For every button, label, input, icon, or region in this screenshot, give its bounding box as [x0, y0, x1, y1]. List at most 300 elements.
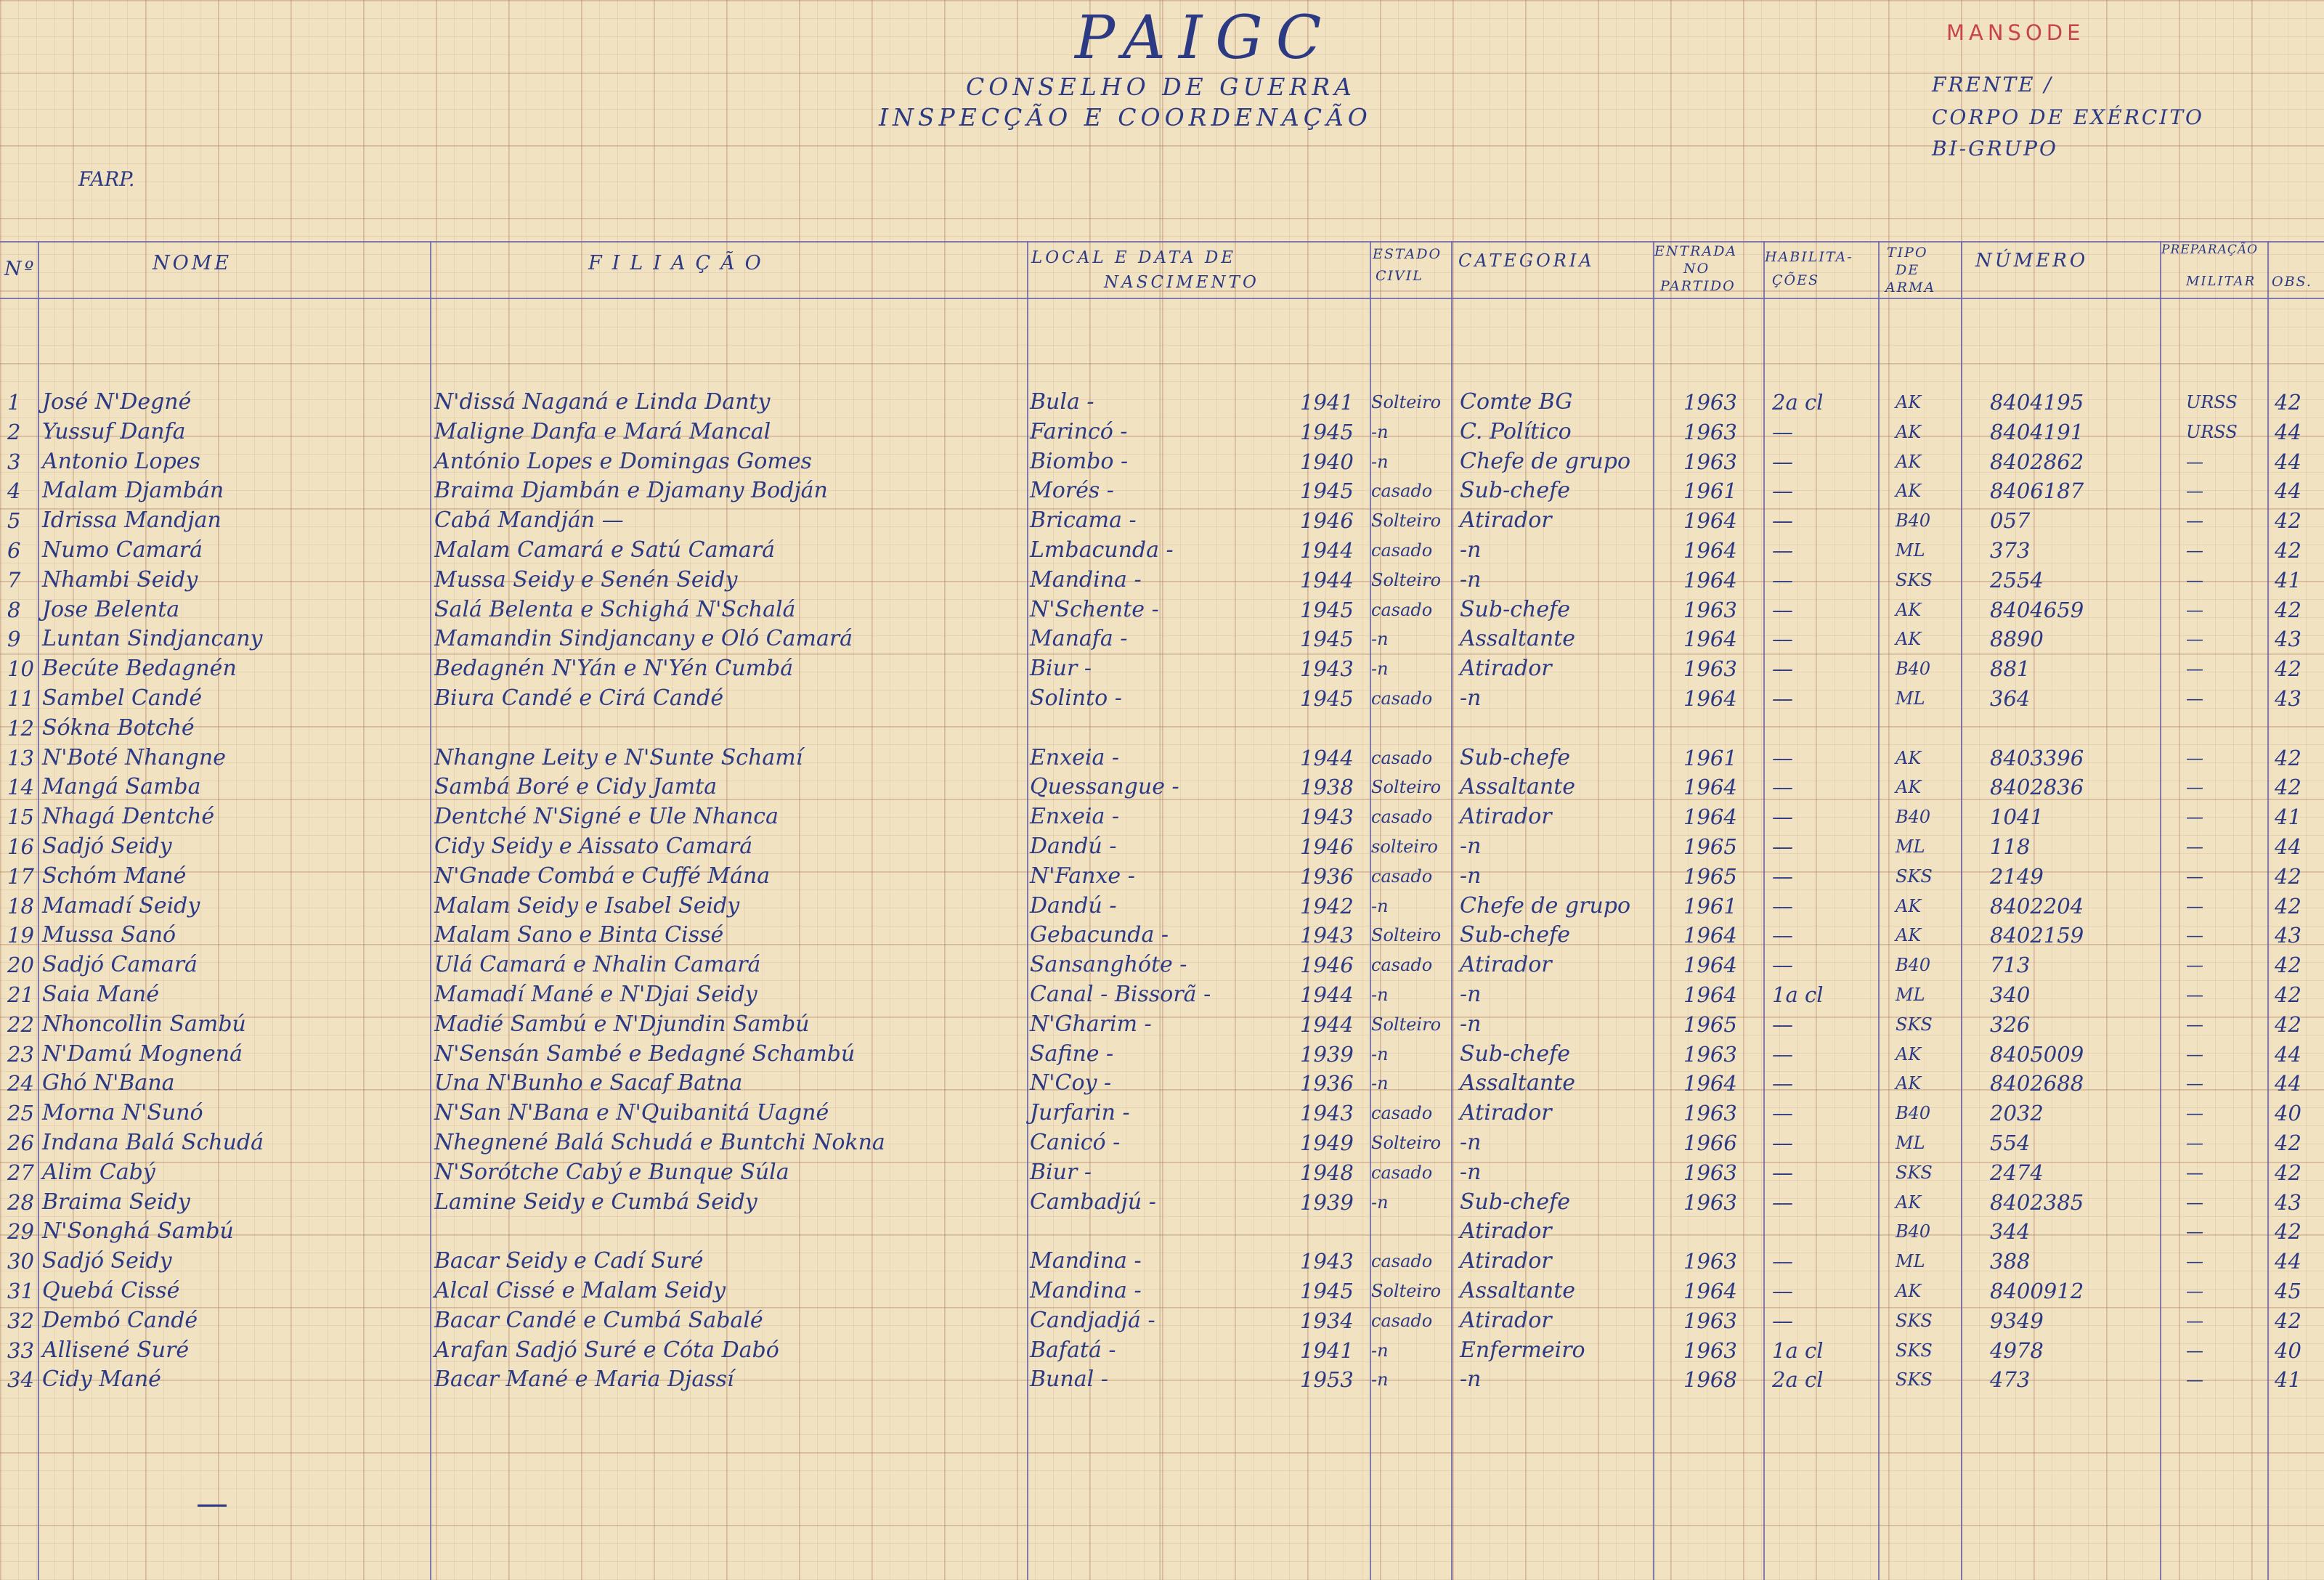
row-local: Candjadjá - [1030, 1307, 1155, 1333]
row-number: 33 [7, 1337, 34, 1363]
row-ano: 1945 [1300, 479, 1354, 504]
row-filiacao: N'San N'Bana e N'Quibanitá Uagné [434, 1100, 829, 1126]
row-numero: 713 [1990, 953, 2031, 978]
row-numero: 8402836 [1990, 775, 2084, 800]
row-habilitacoes: — [1772, 567, 1793, 592]
row-arma: B40 [1896, 1103, 1931, 1124]
row-estado: casado [1371, 599, 1433, 620]
row-entrada: 1964 [1683, 775, 1737, 800]
row-numero: 326 [1990, 1011, 2031, 1037]
row-numero: 373 [1990, 538, 2031, 563]
row-number: 20 [7, 953, 34, 978]
row-obs: 42 [2275, 390, 2301, 415]
row-ano: 1949 [1300, 1131, 1354, 1155]
row-obs: 42 [2275, 863, 2301, 889]
row-categoria: -n [1460, 834, 1482, 859]
row-nome: Ghó N'Bana [42, 1070, 175, 1096]
col-rule [1878, 241, 1880, 1580]
row-preparacao: — [2186, 807, 2203, 828]
row-obs: 42 [2275, 953, 2301, 978]
row-preparacao: — [2186, 569, 2203, 590]
row-number: 6 [7, 538, 21, 563]
row-numero: 118 [1990, 834, 2031, 859]
row-local: N'Fanxe - [1030, 863, 1135, 889]
row-categoria: Assaltante [1460, 774, 1576, 800]
row-habilitacoes: — [1772, 1189, 1793, 1215]
row-obs: 42 [2275, 982, 2301, 1007]
row-habilitacoes: — [1772, 923, 1793, 948]
row-number: 34 [7, 1367, 34, 1393]
row-categoria: -n [1460, 982, 1482, 1007]
row-numero: 8404191 [1990, 419, 2084, 444]
row-ano: 1946 [1300, 834, 1354, 859]
row-number: 30 [7, 1249, 34, 1274]
row-ano: 1945 [1300, 686, 1354, 711]
row-obs: 42 [2275, 508, 2301, 534]
row-entrada: 1961 [1683, 893, 1737, 919]
row-obs: 41 [2275, 805, 2301, 830]
row-habilitacoes: — [1772, 1279, 1793, 1303]
row-estado: casado [1371, 1251, 1433, 1272]
row-arma: SKS [1896, 866, 1933, 887]
row-categoria: Sub-chefe [1460, 1189, 1570, 1215]
row-local: Canal - Bissorã - [1030, 982, 1211, 1007]
row-habilitacoes: 1a cl [1772, 1337, 1824, 1363]
row-local: Dandú - [1030, 892, 1117, 919]
row-arma: AK [1896, 1073, 1922, 1094]
row-habilitacoes: — [1772, 627, 1793, 652]
row-filiacao: Biura Candé e Cirá Candé [434, 685, 724, 711]
row-arma: ML [1896, 688, 1925, 709]
row-nome: Quebá Cissé [42, 1278, 180, 1303]
row-numero: 8404195 [1990, 390, 2084, 415]
row-numero: 057 [1990, 508, 2031, 534]
row-obs: 41 [2275, 567, 2301, 592]
row-habilitacoes: — [1772, 538, 1793, 563]
row-arma: AK [1896, 481, 1922, 502]
row-number: 29 [7, 1219, 34, 1245]
row-estado: solteiro [1371, 836, 1438, 857]
row-preparacao: URSS [2186, 421, 2238, 442]
row-local: Jurfarin - [1030, 1100, 1130, 1126]
col-header-tipo-2: DE [1896, 262, 1920, 278]
row-obs: 42 [2275, 656, 2301, 682]
row-estado: -n [1371, 1192, 1389, 1213]
row-arma: ML [1896, 540, 1925, 561]
row-numero: 554 [1990, 1131, 2031, 1155]
row-filiacao: N'dissá Naganá e Linda Danty [434, 389, 771, 415]
row-numero: 2474 [1990, 1160, 2044, 1185]
col-header-local-2: NASCIMENTO [1104, 273, 1259, 292]
row-ano: 1936 [1300, 863, 1354, 889]
row-number: 11 [7, 686, 34, 711]
table-header-rule [0, 298, 2324, 299]
row-habilitacoes: — [1772, 1160, 1793, 1185]
col-header-entrada-2: NO [1683, 261, 1710, 277]
row-number: 31 [7, 1279, 34, 1303]
row-filiacao: Arafan Sadjó Suré e Cóta Dabó [434, 1337, 779, 1363]
row-local: Lmbacunda - [1030, 537, 1174, 563]
row-entrada: 1964 [1683, 953, 1737, 978]
row-categoria: Assaltante [1460, 626, 1576, 652]
row-entrada: 1963 [1683, 1101, 1737, 1126]
row-categoria: Enfermeiro [1460, 1337, 1585, 1363]
row-estado: casado [1371, 1103, 1433, 1124]
row-entrada: 1963 [1683, 597, 1737, 622]
row-estado: casado [1371, 481, 1433, 502]
row-obs: 42 [2275, 1219, 2301, 1245]
row-estado: casado [1371, 540, 1433, 561]
row-filiacao: Bacar Candé e Cumbá Sabalé [434, 1307, 763, 1333]
row-categoria: C. Político [1460, 418, 1572, 444]
row-entrada: 1963 [1683, 390, 1737, 415]
row-numero: 8890 [1990, 627, 2044, 652]
row-arma: SKS [1896, 1162, 1933, 1183]
row-nome: Morna N'Sunó [42, 1100, 203, 1126]
row-ano: 1939 [1300, 1041, 1354, 1067]
row-number: 2 [7, 419, 21, 444]
row-arma: AK [1896, 1192, 1922, 1213]
col-header-preparacao-1: PREPARAÇÃO [2161, 243, 2259, 257]
row-ano: 1943 [1300, 923, 1354, 948]
row-numero: 2554 [1990, 567, 2044, 592]
row-habilitacoes: 2a cl [1772, 390, 1824, 415]
row-nome: Luntan Sindjancany [42, 626, 263, 652]
row-arma: AK [1896, 451, 1922, 472]
row-habilitacoes: — [1772, 1131, 1793, 1155]
row-habilitacoes: — [1772, 479, 1793, 504]
row-nome: Idrissa Mandjan [42, 508, 222, 534]
row-filiacao: António Lopes e Domingas Gomes [434, 448, 812, 474]
row-categoria: Assaltante [1460, 1070, 1576, 1096]
row-habilitacoes: — [1772, 1101, 1793, 1126]
row-filiacao: Malam Sano e Binta Cissé [434, 922, 724, 948]
row-ano: 1944 [1300, 538, 1354, 563]
row-ano: 1953 [1300, 1367, 1354, 1393]
row-entrada: 1963 [1683, 1337, 1737, 1363]
row-filiacao: Ulá Camará e Nhalin Camará [434, 952, 761, 978]
row-ano: 1943 [1300, 1101, 1354, 1126]
row-nome: N'Songhá Sambú [42, 1218, 234, 1245]
row-number: 4 [7, 479, 21, 504]
col-header-entrada-3: PARTIDO [1660, 278, 1736, 294]
row-ano: 1943 [1300, 805, 1354, 830]
row-entrada: 1964 [1683, 627, 1737, 652]
row-filiacao: Bacar Seidy e Cadí Suré [434, 1248, 704, 1274]
row-nome: Sambel Candé [42, 685, 203, 711]
row-preparacao: — [2186, 777, 2203, 798]
row-habilitacoes: — [1772, 419, 1793, 444]
row-estado: casado [1371, 688, 1433, 709]
row-entrada: 1963 [1683, 449, 1737, 474]
row-entrada: 1964 [1683, 982, 1737, 1007]
row-estado: casado [1371, 955, 1433, 976]
row-preparacao: — [2186, 955, 2203, 976]
row-habilitacoes: — [1772, 597, 1793, 622]
row-entrada: 1964 [1683, 538, 1737, 563]
col-header-estado-1: ESTADO [1373, 246, 1442, 262]
row-numero: 388 [1990, 1249, 2031, 1274]
row-local: Sansanghóte - [1030, 952, 1187, 978]
row-number: 15 [7, 805, 34, 830]
row-estado: -n [1371, 421, 1389, 442]
row-nome: Mangá Samba [42, 774, 201, 800]
row-categoria: Sub-chefe [1460, 596, 1570, 622]
row-ano: 1944 [1300, 567, 1354, 592]
row-nome: Nhagá Dentché [42, 804, 215, 830]
row-number: 1 [7, 390, 21, 415]
row-obs: 43 [2275, 686, 2301, 711]
col-rule [1027, 241, 1028, 1580]
row-ano: 1938 [1300, 775, 1354, 800]
row-categoria: Sub-chefe [1460, 744, 1570, 770]
col-rule [38, 241, 39, 1580]
row-arma: ML [1896, 985, 1925, 1005]
row-entrada: 1964 [1683, 805, 1737, 830]
row-local: Biur - [1030, 656, 1092, 682]
row-preparacao: URSS [2186, 392, 2238, 412]
row-number: 23 [7, 1041, 34, 1067]
row-number: 22 [7, 1011, 34, 1037]
row-categoria: -n [1460, 1159, 1482, 1185]
row-preparacao: — [2186, 1133, 2203, 1153]
row-filiacao: N'Sorótche Cabý e Bunque Súla [434, 1159, 789, 1185]
farp-label: FARP. [78, 168, 135, 191]
row-obs: 43 [2275, 627, 2301, 652]
row-number: 13 [7, 745, 34, 770]
row-ano: 1945 [1300, 627, 1354, 652]
row-numero: 2149 [1990, 863, 2044, 889]
row-number: 32 [7, 1308, 34, 1333]
row-categoria: Atirador [1460, 952, 1552, 978]
row-local: Mandina - [1030, 1278, 1142, 1303]
row-arma: B40 [1896, 510, 1931, 532]
row-preparacao: — [2186, 1281, 2203, 1301]
row-obs: 42 [2275, 745, 2301, 770]
row-entrada: 1963 [1683, 656, 1737, 682]
row-local: Dandú - [1030, 834, 1117, 859]
col-header-preparacao-2: MILITAR [2186, 274, 2256, 289]
row-preparacao: — [2186, 688, 2203, 709]
row-ano: 1945 [1300, 597, 1354, 622]
row-nome: Malam Djambán [42, 478, 224, 504]
row-numero: 4978 [1990, 1337, 2044, 1363]
row-filiacao: Alcal Cissé e Malam Seidy [434, 1278, 726, 1303]
row-habilitacoes: — [1772, 834, 1793, 859]
row-number: 5 [7, 508, 21, 534]
row-filiacao: Mussa Seidy e Senén Seidy [434, 566, 738, 592]
row-ano: 1941 [1300, 390, 1354, 415]
row-entrada: 1964 [1683, 1279, 1737, 1303]
row-habilitacoes: 2a cl [1772, 1367, 1824, 1393]
row-preparacao: — [2186, 925, 2203, 946]
row-habilitacoes: — [1772, 1041, 1793, 1067]
col-header-tipo-1: TIPO [1887, 245, 1928, 261]
row-local: Bula - [1030, 389, 1094, 415]
row-ano: 1944 [1300, 1011, 1354, 1037]
row-local: Morés - [1030, 478, 1114, 504]
row-arma: AK [1896, 421, 1922, 442]
row-numero: 8402204 [1990, 893, 2084, 919]
row-preparacao: — [2186, 1103, 2203, 1124]
document-title: PAIGC [1075, 4, 1335, 73]
row-filiacao: Cabá Mandján — [434, 508, 624, 534]
row-numero: 881 [1990, 656, 2031, 682]
row-number: 9 [7, 627, 21, 652]
row-arma: B40 [1896, 955, 1931, 976]
row-nome: Cidy Mané [42, 1367, 161, 1393]
row-arma: AK [1896, 747, 1922, 768]
row-categoria: -n [1460, 1367, 1482, 1393]
row-numero: 8403396 [1990, 745, 2084, 770]
row-preparacao: — [2186, 1162, 2203, 1183]
row-preparacao: — [2186, 451, 2203, 472]
row-categoria: Chefe de grupo [1460, 448, 1631, 474]
row-estado: Solteiro [1371, 1281, 1442, 1301]
col-rule [430, 241, 431, 1580]
row-obs: 42 [2275, 597, 2301, 622]
row-preparacao: — [2186, 1221, 2203, 1242]
col-rule [1961, 241, 1962, 1580]
row-arma: SKS [1896, 1014, 1933, 1035]
table-top-rule [0, 241, 2324, 243]
row-filiacao: Una N'Bunho e Sacaf Batna [434, 1070, 743, 1096]
row-obs: 40 [2275, 1337, 2301, 1363]
row-numero: 9349 [1990, 1308, 2044, 1333]
row-numero: 8406187 [1990, 479, 2084, 504]
row-number: 7 [7, 567, 21, 592]
row-filiacao: N'Sensán Sambé e Bedagné Schambú [434, 1041, 856, 1067]
row-number: 24 [7, 1071, 34, 1096]
row-nome: Sókna Botché [42, 714, 195, 741]
row-local: Enxeia - [1030, 744, 1120, 770]
row-arma: B40 [1896, 1221, 1931, 1242]
row-arma: AK [1896, 1281, 1922, 1301]
row-habilitacoes: — [1772, 686, 1793, 711]
row-ano: 1941 [1300, 1337, 1354, 1363]
row-estado: -n [1371, 1073, 1389, 1094]
stray-dash [198, 1504, 227, 1507]
row-local: Bafatá - [1030, 1337, 1116, 1363]
row-numero: 8404659 [1990, 597, 2084, 622]
row-local: Mandina - [1030, 566, 1142, 592]
col-header-tipo-3: ARMA [1885, 280, 1936, 296]
row-obs: 43 [2275, 1189, 2301, 1215]
row-arma: SKS [1896, 1369, 1933, 1390]
row-obs: 44 [2275, 834, 2301, 859]
row-estado: -n [1371, 985, 1389, 1005]
row-habilitacoes: — [1772, 805, 1793, 830]
row-arma: ML [1896, 1251, 1925, 1272]
row-estado: -n [1371, 659, 1389, 680]
row-habilitacoes: — [1772, 953, 1793, 978]
col-header-entrada-1: ENTRADA [1654, 243, 1738, 259]
row-arma: AK [1896, 1043, 1922, 1064]
row-estado: Solteiro [1371, 1014, 1442, 1035]
row-numero: 8402688 [1990, 1071, 2084, 1096]
row-ano: 1943 [1300, 1249, 1354, 1274]
row-number: 26 [7, 1131, 34, 1155]
row-number: 19 [7, 923, 34, 948]
row-local: N'Gharim - [1030, 1011, 1152, 1037]
row-filiacao: Nhegnené Balá Schudá e Buntchi Nokna [434, 1130, 885, 1155]
row-filiacao: Madié Sambú e N'Djundin Sambú [434, 1011, 810, 1037]
row-categoria: -n [1460, 1011, 1482, 1037]
row-number: 17 [7, 863, 34, 889]
row-categoria: Atirador [1460, 1248, 1552, 1274]
col-header-habilitacoes-1: HABILITA- [1765, 249, 1853, 265]
row-local: Farincó - [1030, 418, 1128, 444]
row-habilitacoes: 1a cl [1772, 982, 1824, 1007]
row-habilitacoes: — [1772, 1249, 1793, 1274]
row-filiacao: Dentché N'Signé e Ule Nhanca [434, 804, 779, 830]
row-preparacao: — [2186, 1340, 2203, 1361]
row-local: Manafa - [1030, 626, 1128, 652]
row-numero: 340 [1990, 982, 2031, 1007]
row-nome: Saia Mané [42, 982, 160, 1007]
row-categoria: Assaltante [1460, 1278, 1576, 1303]
row-ano: 1944 [1300, 745, 1354, 770]
row-nome: Sadjó Camará [42, 952, 198, 978]
row-nome: José N'Degné [42, 389, 192, 415]
row-entrada: 1963 [1683, 1189, 1737, 1215]
row-categoria: -n [1460, 537, 1482, 563]
row-numero: 8402159 [1990, 923, 2084, 948]
row-filiacao: Sambá Boré e Cidy Jamta [434, 774, 718, 800]
row-ano: 1948 [1300, 1160, 1354, 1185]
row-ano: 1944 [1300, 982, 1354, 1007]
row-preparacao: — [2186, 629, 2203, 650]
row-arma: SKS [1896, 569, 1933, 590]
row-categoria: Atirador [1460, 1307, 1552, 1333]
row-number: 16 [7, 834, 34, 859]
row-preparacao: — [2186, 1310, 2203, 1331]
row-arma: B40 [1896, 659, 1931, 680]
row-filiacao: Mamadí Mané e N'Djai Seidy [434, 982, 757, 1007]
row-preparacao: — [2186, 836, 2203, 857]
row-obs: 42 [2275, 1308, 2301, 1333]
row-habilitacoes: — [1772, 893, 1793, 919]
row-number: 14 [7, 775, 34, 800]
row-nome: Indana Balá Schudá [42, 1130, 264, 1155]
row-estado: -n [1371, 1043, 1389, 1064]
row-categoria: -n [1460, 685, 1482, 711]
row-obs: 44 [2275, 1041, 2301, 1067]
row-nome: Nhambi Seidy [42, 566, 198, 592]
row-nome: Jose Belenta [42, 596, 180, 622]
row-nome: Braima Seidy [42, 1189, 190, 1215]
row-number: 8 [7, 597, 21, 622]
row-filiacao: Nhangne Leity e N'Sunte Schamí [434, 744, 803, 770]
row-nome: N'Damú Mognená [42, 1041, 243, 1067]
row-filiacao: Maligne Danfa e Mará Mancal [434, 418, 771, 444]
row-ano: 1946 [1300, 953, 1354, 978]
row-estado: -n [1371, 451, 1389, 472]
row-number: 10 [7, 656, 34, 682]
row-estado: -n [1371, 895, 1389, 916]
row-preparacao: — [2186, 1251, 2203, 1272]
col-rule [2267, 241, 2269, 1580]
row-preparacao: — [2186, 659, 2203, 680]
row-local: Enxeia - [1030, 804, 1120, 830]
row-number: 12 [7, 715, 34, 741]
row-obs: 44 [2275, 419, 2301, 444]
row-estado: casado [1371, 866, 1433, 887]
row-preparacao: — [2186, 510, 2203, 532]
row-categoria: -n [1460, 566, 1482, 592]
row-entrada: 1963 [1683, 419, 1737, 444]
row-estado: -n [1371, 1369, 1389, 1390]
